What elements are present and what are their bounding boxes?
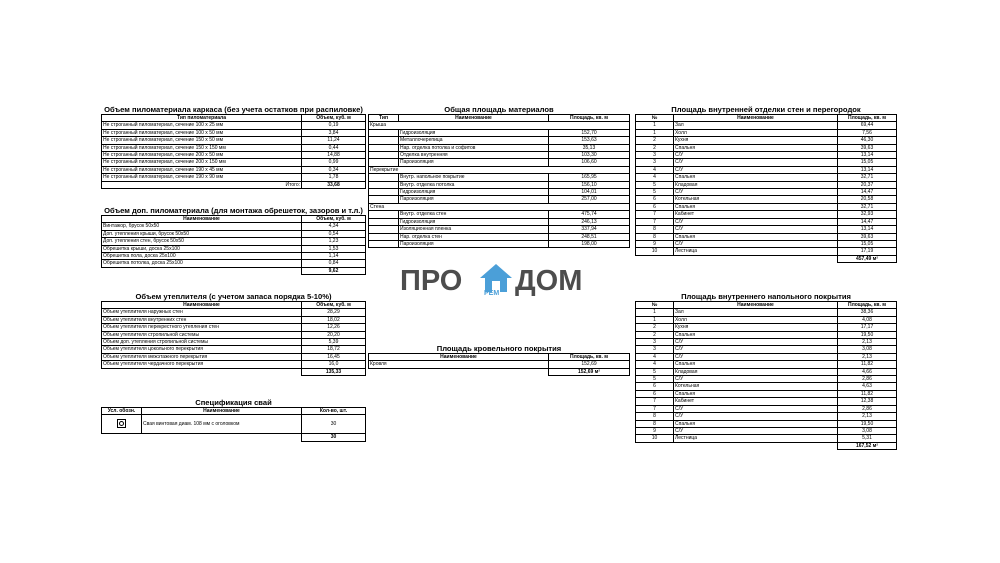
table-row: Объем утеплителя внутренних стен 18,02 <box>102 316 366 323</box>
roof-table <box>368 353 630 376</box>
table-row: Не строганный пиломатериал, сечение 200 х 150 мм 0,99 <box>102 159 366 166</box>
total-value: 167,52 м² <box>838 442 897 449</box>
table-row: 1 Зал 38,36 <box>636 309 897 316</box>
table-row: 7 Кабинет 12,38 <box>636 398 897 405</box>
table-row: Обрешетка крыши, доска 25х100 1,53 <box>102 245 366 252</box>
table-row: 1 Холл 4,08 <box>636 316 897 323</box>
table-row: 5 Кладовая 20,37 <box>636 181 897 188</box>
header-name: Наименование <box>674 302 838 309</box>
total-row <box>102 267 366 274</box>
total-row <box>369 368 630 375</box>
header-qty: Кол-во, шт. <box>302 408 366 415</box>
table-row: Пароизоляция 198,00 <box>369 240 630 247</box>
table-row: 7 Кабинет 32,93 <box>636 211 897 218</box>
table-row: 3 С/У 13,14 <box>636 152 897 159</box>
table-row: 10 Лестница 17,19 <box>636 248 897 255</box>
header-name: Наименование <box>102 216 302 223</box>
total-row <box>636 442 897 449</box>
table-row: 2 Кухня 46,30 <box>636 137 897 144</box>
logo-text-right: ДОМ <box>515 265 583 297</box>
table-row: Доп. утепления крыши, брусок 50х50 0,54 <box>102 230 366 237</box>
table-row: 8 Спальня 39,63 <box>636 233 897 240</box>
floor-table <box>635 301 897 450</box>
total-value: 457,49 м² <box>838 255 897 262</box>
table-row: Не строганный пиломатериал, сечение 200 х 50 мм 14,88 <box>102 152 366 159</box>
table-row: 8 С/У 13,14 <box>636 226 897 233</box>
piles-title: Спецификация свай <box>195 398 272 407</box>
header-name: Наименование <box>399 115 549 122</box>
materials-title: Общая площадь материалов <box>444 105 554 114</box>
table-row: 4 Спальня 32,71 <box>636 174 897 181</box>
logo-text-left: ПРО <box>400 265 463 297</box>
header-volume: Объем, куб. м <box>302 216 366 223</box>
table-row: Доп. утепления стен, брусок 50х50 1,23 <box>102 238 366 245</box>
table-row: 6 Спальня 32,71 <box>636 203 897 210</box>
table-row: 7 С/У 14,47 <box>636 218 897 225</box>
table-row: 5 С/У 14,47 <box>636 189 897 196</box>
table-row: 6 Котельная 4,63 <box>636 383 897 390</box>
header-volume: Объем, куб. м <box>302 302 366 309</box>
table-row: 2 Кухня 17,17 <box>636 324 897 331</box>
logo-subtext: РЕМ <box>484 290 500 297</box>
table-row: 8 Спальня 19,50 <box>636 420 897 427</box>
table-row: 7 С/У 2,86 <box>636 405 897 412</box>
total-label: Итого: <box>102 181 302 188</box>
materials-table <box>368 114 630 248</box>
total-row <box>102 434 366 441</box>
lumber-title: Объем пиломатериала каркаса (без учета остатков при распиловке) <box>104 105 363 114</box>
header-symbol: Усл. обозн. <box>102 408 142 415</box>
total-row <box>636 255 897 262</box>
table-row: Изоляционная пленка 337,94 <box>369 226 630 233</box>
table-row: 3 С/У 15,05 <box>636 159 897 166</box>
table-row: 5 С/У 2,86 <box>636 376 897 383</box>
table-row: Не строганный пиломатериал, сечение 150 х 150 мм 0,44 <box>102 144 366 151</box>
insulation-title: Объем утеплителя (с учетом запаса порядка 5-10%) <box>135 292 332 301</box>
header-type: Тип <box>369 115 399 122</box>
piles-table <box>101 407 366 442</box>
table-row: Пароизоляция 106,60 <box>369 159 630 166</box>
total-row <box>102 181 366 188</box>
table-row: 2 Спальня 19,50 <box>636 331 897 338</box>
table-row: Обрешетка потолка, доска 25х100 0,84 <box>102 260 366 267</box>
total-value: 30 <box>302 434 366 441</box>
table-row: Объем утеплителя наружных стен 28,29 <box>102 309 366 316</box>
header-number: № <box>636 302 674 309</box>
insulation-section <box>101 292 366 376</box>
header-number: № <box>636 115 674 122</box>
header-name: Наименование <box>102 302 302 309</box>
table-row: 1 Зал 69,44 <box>636 122 897 129</box>
lumber-section <box>101 105 366 189</box>
extra-lumber-section <box>101 206 366 275</box>
header-name: Наименование <box>142 408 302 415</box>
table-row: Кровля 152,69 <box>369 361 630 368</box>
table-row: 4 С/У 13,14 <box>636 166 897 173</box>
total-value: 135,33 <box>302 368 366 375</box>
table-row: Не строганный пиломатериал, сечение 190 х 90 мм 1,78 <box>102 174 366 181</box>
table-row: Внутр. напольное покрытие 165,95 <box>369 174 630 181</box>
table-row: 5 Кладовая 4,66 <box>636 368 897 375</box>
table-row: Гидроизоляция 104,01 <box>369 189 630 196</box>
table-row: Внутр. отделка потолка 156,10 <box>369 181 630 188</box>
table-row: Нар. отделка потолка и софитов 35,13 <box>369 144 630 151</box>
header-type: Тип пиломатериала <box>102 115 302 122</box>
group-row: Крыша <box>369 122 630 129</box>
logo <box>400 262 600 302</box>
table-row: Гидроизоляция 246,13 <box>369 218 630 225</box>
roof-title: Площадь кровельного покрытия <box>436 344 562 353</box>
table-row: 6 Котельная 20,58 <box>636 196 897 203</box>
table-row: 4 Спальня 11,82 <box>636 361 897 368</box>
table-row: Отделка внутренняя 103,30 <box>369 152 630 159</box>
table-row: Винтажор, брусок 50х50 4,34 <box>102 223 366 230</box>
extra-lumber-title: Объем доп. пиломатериала (для монтажа обрешеток, зазоров и т.л.) <box>104 206 363 215</box>
table-row: Внутр. отделка стен 475,74 <box>369 211 630 218</box>
table-row: 3 С/У 2,13 <box>636 339 897 346</box>
table-row: Не строганный пиломатериал, сечение 100 х 25 мм 0,19 <box>102 122 366 129</box>
header-area: Площадь, кв. м <box>838 302 897 309</box>
table-row: 6 Спальня 11,82 <box>636 390 897 397</box>
header-name: Наименование <box>674 115 838 122</box>
total-row <box>102 368 366 375</box>
total-value: 152,69 м² <box>549 368 630 375</box>
materials-section <box>368 105 630 248</box>
header-volume: Объем, куб. м <box>302 115 366 122</box>
floor-section <box>635 292 897 450</box>
table-row: Не строганный пиломатериал, сечение 190 х 45 мм 0,34 <box>102 166 366 173</box>
table-row: Объем утеплителя межэтажного перекрытия 16,45 <box>102 353 366 360</box>
table-row: Объем утеплителя цокольного перекрытия 18,72 <box>102 346 366 353</box>
table-row: 2 Спальня 39,63 <box>636 144 897 151</box>
table-row: Не строганный пиломатериал, сечение 150 х 50 мм 11,24 <box>102 137 366 144</box>
table-row: 8 С/У 2,13 <box>636 413 897 420</box>
table-row: 4 С/У 2,13 <box>636 353 897 360</box>
header-area: Площадь, кв. м <box>549 354 630 361</box>
table-row: 10 Лестница 5,31 <box>636 435 897 442</box>
table-row: Свая винтовая диам. 108 мм с оголовком 30 <box>102 415 366 434</box>
table-row: 9 С/У 15,05 <box>636 240 897 247</box>
header-area: Площадь, кв. м <box>549 115 630 122</box>
lumber-table <box>101 114 366 189</box>
table-row: 3 С/У 3,08 <box>636 346 897 353</box>
insulation-table <box>101 301 366 376</box>
piles-section <box>101 398 366 442</box>
walls-table <box>635 114 897 263</box>
table-row: Объем утеплителя стропильной системы 20,20 <box>102 331 366 338</box>
floor-title: Площадь внутреннего напольного покрытия <box>681 292 851 301</box>
total-value: 9,62 <box>302 267 366 274</box>
table-row: Объем утеплителя чердачного перекрытия 16,0 <box>102 361 366 368</box>
header-area: Площадь, кв. м <box>838 115 897 122</box>
table-row: Не строганный пиломатериал, сечение 100 х 50 мм 3,84 <box>102 129 366 136</box>
table-row: Объем утеплителя перекрестного утепления стен 12,26 <box>102 324 366 331</box>
walls-title: Площадь внутренней отделки стен и перегородок <box>671 105 861 114</box>
roof-section <box>368 344 630 376</box>
extra-lumber-table <box>101 215 366 275</box>
table-row: 1 Холл 7,56 <box>636 129 897 136</box>
table-row: Обрешетка пола, доска 25х100 1,14 <box>102 253 366 260</box>
table-row: Объем доп. утепления стропильной системы 5,39 <box>102 339 366 346</box>
group-row: Перекрытие <box>369 166 630 173</box>
screw-pile-icon <box>117 419 126 428</box>
table-row: Гидроизоляция 152,70 <box>369 129 630 136</box>
total-value: 33,68 <box>302 181 366 188</box>
walls-section <box>635 105 897 263</box>
table-row: 9 С/У 3,08 <box>636 427 897 434</box>
table-row: Нар. отделка стен 248,51 <box>369 233 630 240</box>
table-row: Металлочерепица 153,63 <box>369 137 630 144</box>
table-row: Пароизоляция 257,00 <box>369 196 630 203</box>
header-name: Наименование <box>369 354 549 361</box>
group-row: Стена <box>369 203 630 210</box>
